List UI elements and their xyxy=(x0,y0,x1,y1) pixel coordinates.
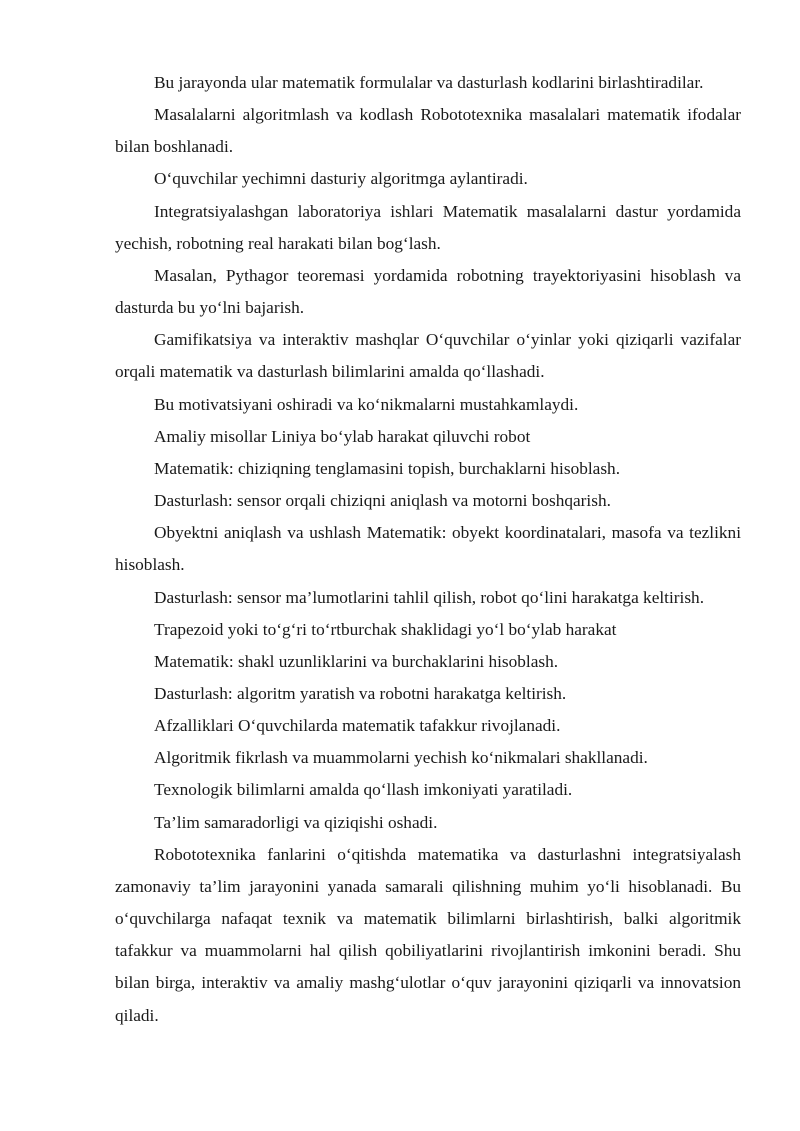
paragraph: Amaliy misollar Liniya bo‘ylab harakat qiluvchi robot xyxy=(154,426,531,446)
paragraph: Integratsiyalashgan laboratoriya ishlari Matematik masalalarni dastur yordamida yechish, robotning real harakati bilan bog‘lash. xyxy=(115,201,741,253)
paragraph: Texnologik bilimlarni amalda qo‘llash imkoniyati yaratiladi. xyxy=(154,780,573,800)
paragraph: Dasturlash: sensor orqali chiziqni aniqlash va motorni boshqarish. xyxy=(154,491,611,511)
paragraph: O‘quvchilar yechimni dasturiy algoritmga aylantiradi. xyxy=(154,169,528,189)
paragraph: Matematik: chiziqning tenglamasini topish, burchaklarni hisoblash. xyxy=(154,458,621,478)
body-text xyxy=(115,67,741,1032)
paragraph: Masalalarni algoritmlash va kodlash Robototexnika masalalari matematik ifodalar bilan boshlanadi. xyxy=(115,105,741,157)
paragraph: Gamifikatsiya va interaktiv mashqlar O‘quvchilar o‘yinlar yoki qiziqarli vazifalar orqali matematik va dasturlash bilimlarini amalda qo‘llashadi. xyxy=(115,330,741,382)
paragraph: Afzalliklari O‘quvchilarda matematik tafakkur rivojlanadi. xyxy=(154,716,561,736)
paragraph: Dasturlash: sensor ma’lumotlarini tahlil qilish, robot qo‘lini harakatga keltirish. xyxy=(154,587,705,607)
paragraph: Robototexnika fanlarini o‘qitishda matematika va dasturlashni integratsiyalash zamonaviy ta’lim jarayonini yanada samarali qilishning muhim yo‘li hisoblanadi. Bu o‘quvchilarga nafaqat texnik va matematik bilimlarni birlashtirish, balki algoritmik tafakkur va muammolarni hal qilish qobiliyatlarini rivojlantirish imkonini beradi. Shu bilan birga, interaktiv va amaliy mashg‘ulotlar o‘quv jarayonini qiziqarli va innovatsion qiladi. xyxy=(115,844,741,1025)
paragraph: Matematik: shakl uzunliklarini va burchaklarini hisoblash. xyxy=(154,651,559,671)
paragraph: Ta’lim samaradorligi va qiziqishi oshadi. xyxy=(154,812,438,832)
paragraph: Bu jarayonda ular matematik formulalar va dasturlash kodlarini birlashtiradilar. xyxy=(154,73,704,92)
paragraph: Masalan, Pythagor teoremasi yordamida robotning trayektoriyasini hisoblash va dasturda bu yo‘lni bajarish. xyxy=(115,265,741,318)
paragraph: Dasturlash: algoritm yaratish va robotni harakatga keltirish. xyxy=(154,683,567,703)
paragraph: Bu motivatsiyani oshiradi va ko‘nikmalarni mustahkamlaydi. xyxy=(154,394,579,414)
paragraph: Trapezoid yoki to‘g‘ri to‘rtburchak shaklidagi yo‘l bo‘ylab harakat xyxy=(154,619,617,639)
paragraph: Obyektni aniqlash va ushlash Matematik: obyekt koordinatalari, masofa va tezlikni hisoblash. xyxy=(115,523,741,575)
paragraph: Algoritmik fikrlash va muammolarni yechish ko‘nikmalari shakllanadi. xyxy=(154,748,648,768)
